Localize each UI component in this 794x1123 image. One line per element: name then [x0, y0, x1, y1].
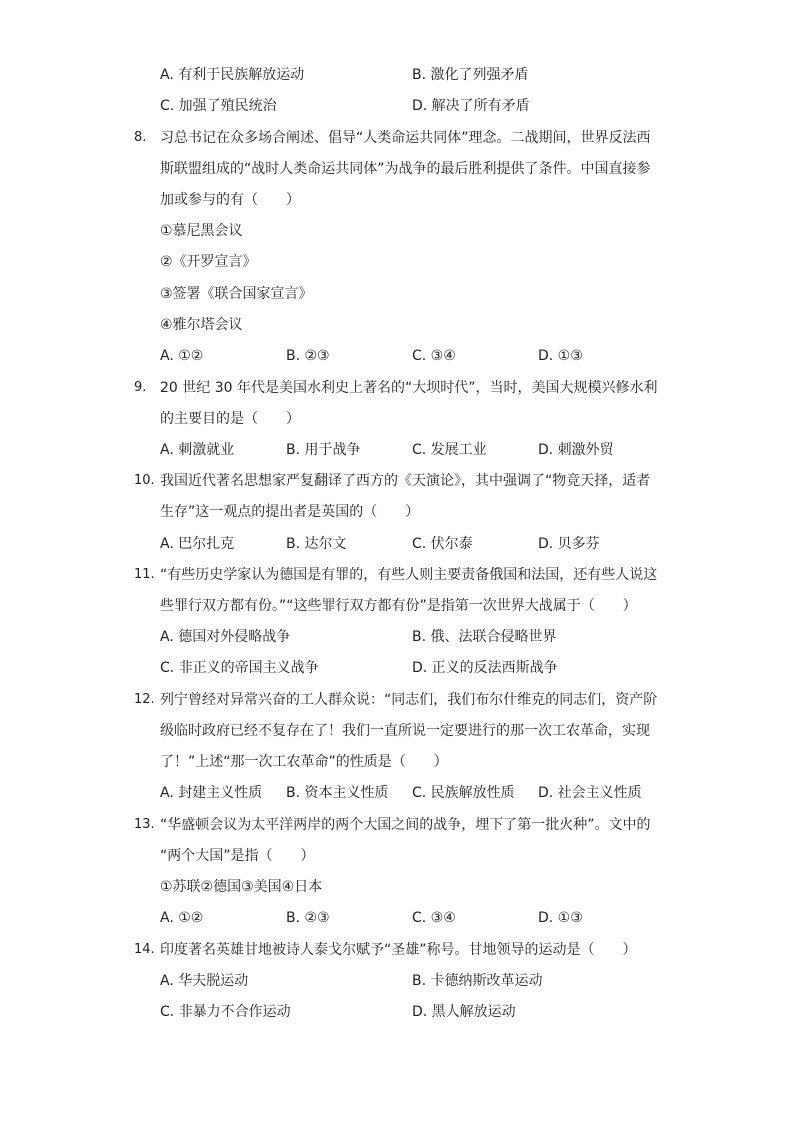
- q9-number: 9.: [134, 380, 147, 395]
- q7-option-c: C. 加强了殖民统治: [160, 98, 277, 114]
- q8-item-3: ③签署《联合国家宣言》: [160, 286, 313, 302]
- q11-option-a: A. 德国对外侵略战争: [160, 629, 291, 645]
- q10-number: 10.: [134, 473, 155, 488]
- q9-stem-line-2: 的主要目的是（ ）: [160, 411, 300, 427]
- q12-number: 12.: [134, 692, 155, 707]
- q10-option-d: D. 贝多芬: [538, 536, 600, 552]
- q9-option-d: D. 刺激外贸: [538, 442, 614, 458]
- q8-stem-line-3: 加或参与的有（ ）: [160, 192, 300, 208]
- q7-option-b: B. 激化了列强矛盾: [412, 67, 529, 83]
- q11-number: 11.: [134, 567, 155, 582]
- q8-item-4: ④雅尔塔会议: [160, 317, 243, 333]
- q12-stem-line-1: 列宁曾经对异常兴奋的工人群众说：“同志们，我们布尔什维克的同志们，资产阶: [160, 692, 658, 708]
- q10-stem-line-2: 生存”这一观点的提出者是英国的（ ）: [160, 504, 420, 520]
- q14-option-a: A. 华夫脱运动: [160, 973, 249, 989]
- q14-option-c: C. 非暴力不合作运动: [160, 1004, 291, 1020]
- q8-option-d: D. ①③: [538, 348, 583, 364]
- q8-stem-line-1: 习总书记在众多场合阐述、倡导“人类命运共同体”理念。二战期间，世界反法西: [160, 130, 651, 146]
- q14-number: 14.: [134, 942, 155, 957]
- q12-option-b: B. 资本主义性质: [286, 785, 389, 801]
- q14-option-b: B. 卡德纳斯改革运动: [412, 973, 543, 989]
- q8-option-a: A. ①②: [160, 348, 204, 364]
- q13-number: 13.: [134, 817, 155, 832]
- q11-option-c: C. 非正义的帝国主义战争: [160, 660, 319, 676]
- q12-option-d: D. 社会主义性质: [538, 785, 642, 801]
- q8-stem-line-2: 斯联盟组成的“战时人类命运共同体”为战争的最后胜利提供了条件。中国直接参: [160, 161, 651, 177]
- q9-stem-line-1: 20 世纪 30 年代是美国水利史上著名的“大坝时代”，当时，美国大规模兴修水利: [160, 380, 658, 396]
- q11-option-d: D. 正义的反法西斯战争: [412, 660, 558, 676]
- q12-option-a: A. 封建主义性质: [160, 785, 263, 801]
- q14-stem-line-1: 印度著名英雄甘地被诗人泰戈尔赋予“圣雄”称号。甘地领导的运动是（ ）: [160, 942, 637, 958]
- q11-stem-line-1: “有些历史学家认为德国是有罪的，有些人则主要责备俄国和法国，还有些人说这: [160, 567, 658, 583]
- q8-item-2: ②《开罗宣言》: [160, 254, 257, 270]
- q13-option-d: D. ①③: [538, 910, 583, 926]
- q14-option-d: D. 黑人解放运动: [412, 1004, 516, 1020]
- q8-number: 8.: [134, 130, 147, 145]
- q10-stem-line-1: 我国近代著名思想家严复翻译了西方的《天演论》，其中强调了“物竞天择，适者: [160, 473, 651, 489]
- q9-option-a: A. 刺激就业: [160, 442, 235, 458]
- q12-stem-line-2: 级临时政府已经不复存在了！我们一直所说一定要进行的那一次工农革命，实现: [160, 723, 650, 739]
- q13-item-1: ①苏联②德国③美国④日本: [160, 879, 323, 895]
- q8-option-c: C. ③④: [412, 348, 456, 364]
- q12-option-c: C. 民族解放性质: [412, 785, 515, 801]
- q11-option-b: B. 俄、法联合侵略世界: [412, 629, 557, 645]
- q9-option-b: B. 用于战争: [286, 442, 361, 458]
- q13-stem-line-1: “华盛顿会议为太平洋两岸的两个大国之间的战争，埋下了第一批火种”。文中的: [160, 817, 651, 833]
- q10-option-c: C. 伏尔泰: [412, 536, 473, 552]
- q7-option-a: A. 有利于民族解放运动: [160, 67, 305, 83]
- q13-option-b: B. ②③: [286, 910, 330, 926]
- q8-item-1: ①慕尼黑会议: [160, 223, 243, 239]
- q8-option-b: B. ②③: [286, 348, 330, 364]
- q13-option-a: A. ①②: [160, 910, 204, 926]
- q7-option-d: D. 解决了所有矛盾: [412, 98, 530, 114]
- q10-option-a: A. 巴尔扎克: [160, 536, 235, 552]
- q10-option-b: B. 达尔文: [286, 536, 347, 552]
- q11-stem-line-2: 些罪行双方都有份。”“这些罪行双方都有份”是指第一次世界大战属于（ ）: [160, 598, 637, 614]
- q13-option-c: C. ③④: [412, 910, 456, 926]
- q9-option-c: C. 发展工业: [412, 442, 487, 458]
- q13-stem-line-2: “两个大国”是指（ ）: [160, 848, 315, 864]
- q12-stem-line-3: 了！”上述“那一次工农革命”的性质是（ ）: [160, 754, 448, 770]
